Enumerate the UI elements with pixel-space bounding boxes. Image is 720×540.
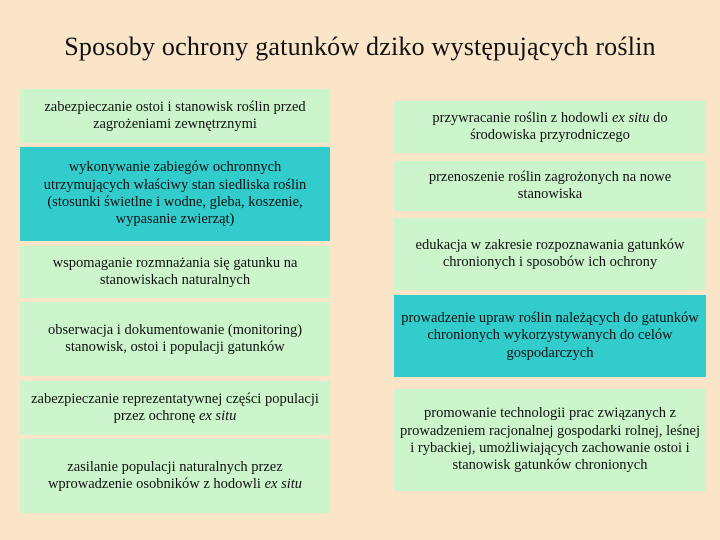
method-text: przywracanie roślin z hodowli ex situ do środowiska przyrodniczego	[432, 109, 668, 143]
method-box-cultivation	[394, 295, 706, 377]
method-text: prowadzenie upraw roślin należących do gatunków chronionych wykorzystywanych do celów gospodarczych	[401, 309, 699, 361]
method-text: zabezpieczanie reprezentatywnej części populacji przez ochronę ex situ	[31, 390, 319, 424]
method-text: przenoszenie roślin zagrożonych na nowe stanowiska	[428, 168, 672, 202]
method-box-shelter-protection	[20, 89, 330, 143]
method-box-translocation	[394, 161, 706, 211]
method-text: wspomaganie rozmnażania się gatunku na stanowiskach naturalnych	[52, 254, 298, 288]
page-title: Sposoby ochrony gatunków dziko występujących roślin	[64, 32, 656, 61]
method-text: wykonywanie zabiegów ochronnych utrzymujących właściwy stan siedliska roślin (stosunki świetlne i wodne, gleba, koszenie, wypasanie zwierząt)	[43, 159, 307, 228]
method-text: zasilanie populacji naturalnych przez wprowadzenie osobników z hodowli ex situ	[47, 458, 303, 492]
method-box-population-supplementation	[20, 439, 330, 513]
method-text: obserwacja i dokumentowanie (monitoring) stanowisk, ostoi i populacji gatunków	[47, 321, 303, 355]
method-box-habitat-treatments	[20, 147, 330, 241]
method-text: zabezpieczanie ostoi i stanowisk roślin przed zagrożeniami zewnętrznymi	[44, 98, 306, 132]
method-text: promowanie technologii prac związanych z prowadzeniem racjonalnej gospodarki rolnej, leśnej i rybackiej, umożliwiających zachowanie ostoi i stanowisk gatunków chronionych	[400, 405, 700, 474]
method-box-technology-promotion	[394, 389, 706, 491]
method-box-reproduction-support	[20, 246, 330, 298]
method-box-reintroduction	[394, 101, 706, 153]
method-box-education	[394, 218, 706, 290]
method-text: edukacja w zakresie rozpoznawania gatunków chronionych i sposobów ich ochrony	[415, 236, 685, 270]
method-box-ex-situ-protection	[20, 381, 330, 435]
method-box-monitoring	[20, 302, 330, 376]
